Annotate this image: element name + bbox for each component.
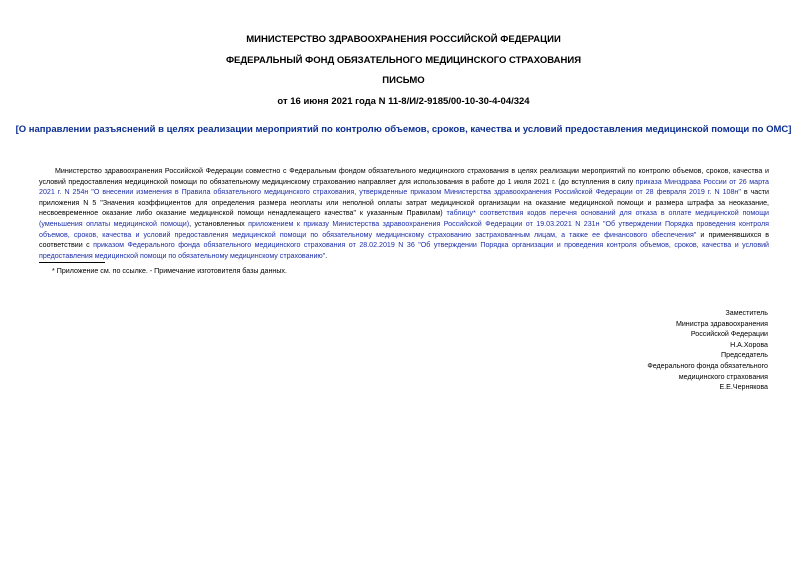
document-date-number: от 16 июня 2021 года N 11-8/И/2-9185/00-10-30-4-04/324 (277, 96, 530, 107)
signature-line: медицинского страхования (678, 372, 768, 381)
fund-title: ФЕДЕРАЛЬНЫЙ ФОНД ОБЯЗАТЕЛЬНОГО МЕДИЦИНСКОГО СТРАХОВАНИЯ (225, 55, 582, 66)
link-order-254n[interactable]: приказа Минздрава России от 26 марта 2021 г. N 254н (39, 177, 769, 197)
document-type: ПИСЬМО (382, 75, 425, 86)
signature-line: Н.А.Хорова (730, 340, 768, 349)
signature-line: Председатель (721, 351, 768, 360)
body-text-4: , установленных (189, 219, 249, 228)
footnote-divider (39, 262, 105, 263)
link-order-254n-title[interactable]: "О внесении изменения в Правила обязательного медицинского страхования, утвержденные приказом Министерства здравоохранения Российской Федерации от 28 февраля 2019 г. N 108н" (88, 188, 741, 197)
body-text-6: . (325, 251, 328, 260)
signature-line: Министра здравоохранения (675, 319, 768, 328)
link-order-36[interactable]: приказом Федерального фонда обязательного медицинского страхования от 28.02.2019 N 36 "Об утверждении Порядка организации и проведения контроля объемов, сроков, качества и условий предоставления медицинской помощи по обязательному медицинскому страхованию" (39, 241, 770, 260)
signature-block (647, 308, 768, 393)
document-subject: [О направлении разъяснений в целях реализации мероприятий по контролю объемов, сроков, качества и условий предоставления медицинской помощи по ОМС] (15, 124, 792, 135)
link-codes-table[interactable]: таблицу* соответствия кодов перечня оснований для отказа в оплате медицинской помощи (уменьшения оплаты медицинской помощи) (39, 209, 769, 228)
signature-line: Е.Е.Чернякова (719, 383, 768, 392)
body-text-5: и применявшихся в соответствии с (39, 230, 769, 250)
body-text-3: в части приложения N 5 "Значения коэффициентов для определения размера неоплаты или неполной оплаты затрат медицинской организации на оказание медицинской помощи и размера штрафа за неоказание, несвоевременное оказание либо оказание медицинской помощи ненадлежащего качества" к указанным Правилам) (39, 188, 769, 218)
signature-line: Федерального фонда обязательного (647, 361, 768, 370)
signature-line: Заместитель (725, 309, 768, 317)
signature-line: Российской Федерации (690, 330, 768, 339)
body-paragraph (39, 166, 769, 261)
body-text-1: Министерство здравоохранения Российской Федерации совместно с Федеральным фондом обязательного медицинского страхования в целях реализации мероприятий по контролю объемов, сроков, качества и условий предоставления медицинской помощи по обязательному медицинскому страхованию направляет для использования в работе до 1 июля 2021 г. (до вступления в силу (39, 167, 769, 186)
ministry-title: МИНИСТЕРСТВО ЗДРАВООХРАНЕНИЯ РОССИЙСКОЙ ФЕДЕРАЦИИ (246, 34, 561, 45)
footnote: * Приложение см. по ссылке. - Примечание изготовителя базы данных. (52, 267, 287, 275)
link-order-231n[interactable]: приложением к приказу Министерства здравоохранения Российской Федерации от 19.03.2021 N 231н "Об утверждении Порядка проведения контроля объемов, сроков, качества и условий предоставления медицинской помощи по обязательному медицинскому страхованию застрахованным лицам, а также ее финансового обеспечения" (39, 219, 770, 239)
